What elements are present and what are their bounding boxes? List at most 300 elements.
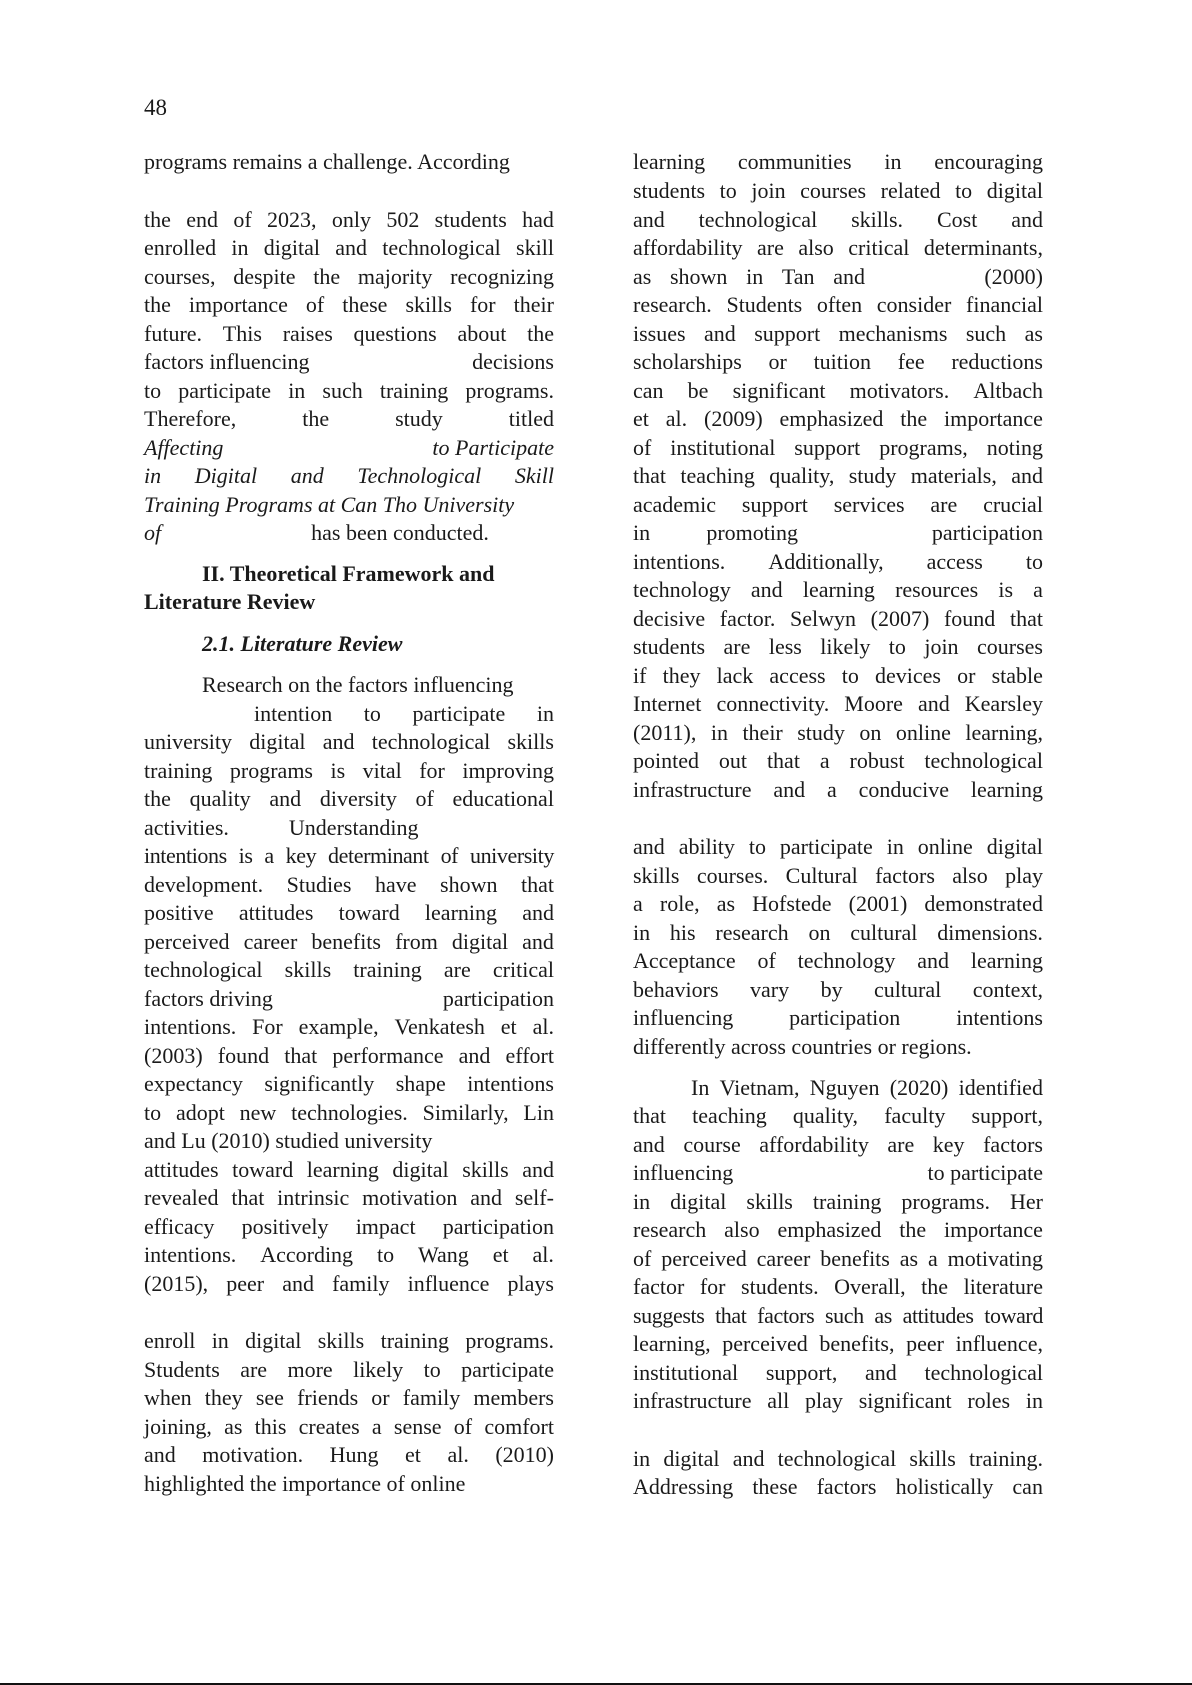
text-line: [633, 1359, 1043, 1387]
word: support: [754, 321, 821, 346]
word: can: [1012, 1474, 1043, 1499]
word: (2007): [870, 606, 930, 631]
word: technological: [924, 1360, 1043, 1385]
text-line: II. Theoretical Framework and: [202, 561, 495, 586]
word: factors: [757, 1303, 815, 1328]
word: crucial: [983, 492, 1043, 517]
word: cultural: [874, 977, 942, 1002]
page-number: 48: [144, 95, 167, 120]
word: as: [633, 264, 652, 289]
word: Students: [144, 1357, 220, 1382]
word: Overall,: [834, 1274, 906, 1299]
word: play: [1005, 863, 1043, 888]
word: this: [254, 1414, 287, 1439]
word: Acceptance: [633, 948, 736, 973]
word: future.: [144, 321, 203, 346]
word: digital: [263, 235, 320, 260]
word: Altbach: [973, 378, 1043, 403]
word: consider: [876, 292, 952, 317]
word: on: [808, 920, 831, 945]
word: factors: [816, 1474, 877, 1499]
word: a: [371, 1414, 382, 1439]
word: skill: [516, 235, 554, 260]
word: effort: [505, 1043, 554, 1068]
word: if: [633, 663, 647, 688]
word: and: [865, 1360, 897, 1385]
text-line: [144, 899, 554, 927]
word: development.: [144, 872, 264, 897]
word: found: [943, 606, 996, 631]
word: importance: [188, 292, 288, 317]
word: as: [224, 1414, 243, 1439]
word: in: [884, 149, 902, 174]
text-line-end: (2000): [984, 264, 1043, 289]
word: and: [282, 1271, 314, 1296]
word: end: [186, 207, 218, 232]
text-line-start: Affecting: [144, 435, 224, 460]
word: to: [144, 378, 162, 403]
word: intentions.: [144, 1014, 237, 1039]
word: as: [1024, 321, 1043, 346]
text-line: [633, 1473, 1043, 1501]
word: of: [440, 843, 459, 868]
text-line: 2.1. Literature Review: [202, 631, 403, 656]
word: Nguyen: [809, 1075, 880, 1100]
word: learning: [633, 149, 706, 174]
word: Therefore,: [144, 406, 237, 431]
word: raises: [282, 321, 333, 346]
word: devices: [875, 663, 941, 688]
text-line: [144, 1156, 554, 1184]
word: al.: [665, 406, 688, 431]
word: learning: [424, 900, 498, 925]
word: teaching: [692, 1103, 767, 1128]
word: joining,: [144, 1414, 212, 1439]
word: are: [887, 1132, 915, 1157]
text-line: [144, 348, 554, 376]
word: factor: [633, 1274, 685, 1299]
text-line: [144, 728, 554, 756]
text-line: [633, 719, 1043, 747]
word: infrastructure: [633, 777, 752, 802]
word: (2003): [144, 1043, 203, 1068]
word: programs.: [465, 1328, 554, 1353]
word: roles: [967, 1388, 1011, 1413]
word: new: [239, 1100, 277, 1125]
word: be: [687, 378, 709, 403]
word: technological: [777, 1446, 897, 1471]
word: shown: [440, 872, 498, 897]
text-line-start: influencing: [633, 1160, 734, 1185]
word: skills: [284, 957, 332, 982]
word: to: [423, 1357, 441, 1382]
word: (2001): [848, 891, 908, 916]
word: Digital: [194, 463, 258, 488]
word: benefits: [820, 1246, 890, 1271]
word: perceived: [661, 1246, 747, 1271]
word: or: [768, 349, 787, 374]
word: students: [633, 634, 706, 659]
text-line: [633, 690, 1043, 718]
word: to: [955, 178, 973, 203]
word: comfort: [484, 1414, 554, 1439]
word: as: [899, 1246, 919, 1271]
text-line: highlighted the importance of online: [144, 1471, 466, 1496]
word: influence: [407, 1271, 490, 1296]
word: shape: [395, 1071, 446, 1096]
word: (2010): [495, 1442, 554, 1467]
text-line: [633, 947, 1043, 975]
word: courses: [976, 634, 1043, 659]
word: According: [260, 1242, 354, 1267]
word: titled: [508, 406, 554, 431]
word: that: [766, 748, 800, 773]
word: technological: [144, 957, 263, 982]
word: university: [469, 843, 554, 868]
word: promoting: [706, 520, 798, 545]
word: technology: [797, 948, 896, 973]
text-line-start: [633, 263, 865, 291]
word: that: [633, 1103, 666, 1128]
word: For: [252, 1014, 283, 1039]
word: university: [144, 729, 232, 754]
word: all: [767, 1388, 790, 1413]
word: programs,: [879, 435, 968, 460]
word: and: [704, 321, 736, 346]
word: less: [768, 634, 802, 659]
word: Moore: [844, 691, 903, 716]
word: Kearsley: [964, 691, 1043, 716]
word: technologies.: [291, 1100, 408, 1125]
word: students.: [741, 1274, 819, 1299]
text-line: [144, 700, 554, 728]
text-line: [633, 234, 1043, 262]
text-line: Training Programs at Can Tho University: [144, 492, 515, 517]
word: they: [662, 663, 701, 688]
word: such: [965, 321, 1007, 346]
word: intrinsic: [277, 1185, 350, 1210]
word: courses.: [696, 863, 769, 888]
word: participate: [461, 1357, 554, 1382]
word: in: [886, 834, 904, 859]
word: a: [264, 843, 274, 868]
text-line: [633, 1302, 1043, 1330]
word: teaching: [680, 463, 755, 488]
word: skills: [909, 1446, 956, 1471]
word: and: [322, 729, 355, 754]
word: in: [633, 920, 651, 945]
word: literature: [963, 1274, 1043, 1299]
word: al.: [447, 1442, 469, 1467]
word: as: [874, 1303, 892, 1328]
word: materials,: [910, 463, 997, 488]
word: students: [633, 178, 706, 203]
word: can: [633, 378, 664, 403]
text-line: [633, 519, 1043, 547]
word: intentions: [956, 1005, 1043, 1030]
text-line: [633, 377, 1043, 405]
word: about: [457, 321, 507, 346]
word: et: [492, 1242, 509, 1267]
word: Hung: [329, 1442, 379, 1467]
word: only: [331, 207, 371, 232]
word: plays: [507, 1271, 554, 1296]
text-line: [633, 1330, 1043, 1358]
text-line: [633, 747, 1043, 775]
word: that: [520, 872, 554, 897]
text-line: [633, 177, 1043, 205]
text-line: [144, 842, 554, 870]
word: online: [895, 720, 951, 745]
word: sense: [393, 1414, 442, 1439]
word: and: [290, 463, 324, 488]
word: are: [723, 634, 751, 659]
word: Her: [1010, 1189, 1043, 1214]
text-line: [633, 919, 1043, 947]
word: the: [921, 1274, 949, 1299]
text-line: [144, 1213, 554, 1241]
word: study: [797, 720, 845, 745]
word: for: [419, 758, 445, 783]
word: in: [633, 1446, 651, 1471]
text-line-start: of: [144, 520, 162, 545]
word: Skill: [514, 463, 554, 488]
word: to: [376, 1242, 395, 1267]
word: support,: [765, 1360, 838, 1385]
text-line: [144, 434, 554, 462]
word: emphasized: [779, 406, 884, 431]
text-line-start: activities.: [144, 815, 229, 840]
word: digital: [392, 1157, 449, 1182]
word: Studies: [286, 872, 352, 897]
word: to: [144, 1100, 162, 1125]
text-line: [144, 1384, 554, 1412]
word: or: [957, 663, 976, 688]
text-line: [633, 1245, 1043, 1273]
word: also: [952, 863, 988, 888]
word: these: [342, 292, 388, 317]
word: research: [633, 1217, 707, 1242]
text-line: [144, 1099, 554, 1127]
word: in: [746, 264, 764, 289]
word: quality,: [792, 1103, 859, 1128]
word: the: [900, 406, 928, 431]
word: of: [305, 292, 325, 317]
word: communities: [737, 149, 852, 174]
word: infrastructure: [633, 1388, 752, 1413]
word: and: [732, 1446, 765, 1471]
word: skills: [633, 863, 680, 888]
text-line: [633, 1159, 1043, 1187]
text-line: [633, 320, 1043, 348]
word: to: [719, 178, 737, 203]
text-line-start: factors influencing: [144, 349, 310, 374]
word: to: [888, 634, 906, 659]
word: the: [527, 321, 554, 346]
text-line: [144, 1441, 554, 1469]
text-line: [633, 1188, 1043, 1216]
word: toward: [338, 900, 400, 925]
text-line: [144, 1413, 554, 1441]
word: skills: [462, 1157, 509, 1182]
word: enrolled: [144, 235, 217, 260]
text-line: [633, 491, 1043, 519]
word: lack: [716, 663, 754, 688]
text-line: Research on the factors influencing: [202, 672, 514, 697]
text-line: [633, 833, 1043, 861]
text-line: [144, 1241, 554, 1269]
word: resources: [895, 577, 979, 602]
text-line: [144, 405, 554, 433]
word: quality,: [769, 463, 835, 488]
text-line: [144, 814, 554, 842]
text-line: [633, 976, 1043, 1004]
text-line: differently across countries or regions.: [633, 1034, 972, 1059]
word: participate: [779, 834, 873, 859]
word: and: [470, 1185, 503, 1210]
text-line: [144, 928, 554, 956]
word: issues: [633, 321, 686, 346]
word: Wang: [418, 1242, 469, 1267]
word: and: [522, 929, 554, 954]
word: significant: [732, 378, 826, 403]
word: digital: [245, 1328, 302, 1353]
word: is: [330, 758, 346, 783]
text-line: [144, 377, 554, 405]
text-line: [633, 1273, 1043, 1301]
word: learning,: [965, 720, 1043, 745]
word: for: [469, 292, 496, 317]
word: participation: [789, 1005, 901, 1030]
word: pointed: [633, 748, 699, 773]
word: training: [379, 378, 449, 403]
text-line: [633, 1004, 1043, 1032]
text-line: [144, 1356, 554, 1384]
word: performance: [332, 1043, 444, 1068]
word: and: [269, 786, 302, 811]
word: expectancy: [144, 1071, 243, 1096]
text-line: [144, 462, 554, 490]
word: training: [353, 957, 422, 982]
word: reductions: [951, 349, 1043, 374]
word: training: [380, 1328, 450, 1353]
word: their: [513, 292, 554, 317]
text-line: [633, 434, 1043, 462]
text-line: [144, 985, 554, 1013]
word: Cultural: [785, 863, 858, 888]
word: courses: [800, 178, 867, 203]
text-line: [144, 1042, 554, 1070]
word: vital: [362, 758, 402, 783]
word: study: [395, 406, 443, 431]
word: as: [716, 891, 736, 916]
word: support: [794, 435, 861, 460]
text-line: [144, 1184, 554, 1212]
word: access: [769, 663, 826, 688]
text-line-start: factors driving: [144, 986, 273, 1011]
word: that: [633, 463, 666, 488]
word: al.: [532, 1242, 554, 1267]
word: access: [926, 549, 983, 574]
word: decisive: [633, 606, 706, 631]
word: (2015),: [144, 1271, 209, 1296]
word: that: [284, 1043, 318, 1068]
word: technological: [698, 207, 818, 232]
word: Selwyn: [790, 606, 856, 631]
text-line-end: to Participate: [432, 435, 554, 460]
word: attitudes: [238, 900, 314, 925]
word: peer: [226, 1271, 265, 1296]
text-line: [633, 548, 1043, 576]
word: influence,: [955, 1331, 1043, 1356]
word: digital: [986, 834, 1043, 859]
word: in: [710, 720, 728, 745]
word: adopt: [175, 1100, 225, 1125]
word: key: [285, 843, 317, 868]
word: intention: [254, 701, 333, 726]
word: such: [322, 378, 363, 403]
word: Tan: [781, 264, 815, 289]
word: Venkatesh: [394, 1014, 485, 1039]
word: despite: [233, 264, 296, 289]
text-line: Literature Review: [144, 589, 316, 614]
word: research: [715, 920, 789, 945]
word: identified: [958, 1075, 1043, 1100]
word: fee: [897, 349, 925, 374]
word: a: [1033, 577, 1043, 602]
text-line: [144, 519, 554, 547]
word: courses,: [144, 264, 216, 289]
word: impact: [355, 1214, 416, 1239]
word: diversity: [319, 786, 397, 811]
text-line: [633, 148, 1043, 176]
word: likely: [820, 634, 871, 659]
word: motivation.: [202, 1442, 304, 1467]
word: online: [917, 834, 973, 859]
word: questions: [353, 321, 437, 346]
word: and: [833, 264, 865, 289]
word: Additionally,: [768, 549, 884, 574]
word: a: [633, 891, 643, 916]
text-line: [633, 662, 1043, 690]
word: et: [500, 1014, 517, 1039]
word: participate: [178, 378, 272, 403]
word: on: [859, 720, 882, 745]
word: Addressing: [633, 1474, 734, 1499]
word: found: [217, 1043, 270, 1068]
word: shown: [669, 264, 728, 289]
word: affordability: [633, 235, 743, 260]
word: academic: [633, 492, 717, 517]
word: intentions.: [633, 549, 726, 574]
word: encouraging: [934, 149, 1043, 174]
word: motivation: [362, 1185, 458, 1210]
word: Lin: [523, 1100, 554, 1125]
word: importance: [943, 1217, 1043, 1242]
word: are: [930, 492, 958, 517]
word: positively: [241, 1214, 329, 1239]
text-line-end: Understanding: [288, 815, 419, 840]
text-line-end: participation: [442, 986, 554, 1011]
word: behaviors: [633, 977, 719, 1002]
word: support: [741, 492, 808, 517]
word: training: [812, 1189, 882, 1214]
word: tuition: [813, 349, 872, 374]
word: have: [374, 872, 417, 897]
word: determinant: [328, 843, 429, 868]
word: that: [231, 1185, 265, 1210]
word: and: [335, 235, 367, 260]
